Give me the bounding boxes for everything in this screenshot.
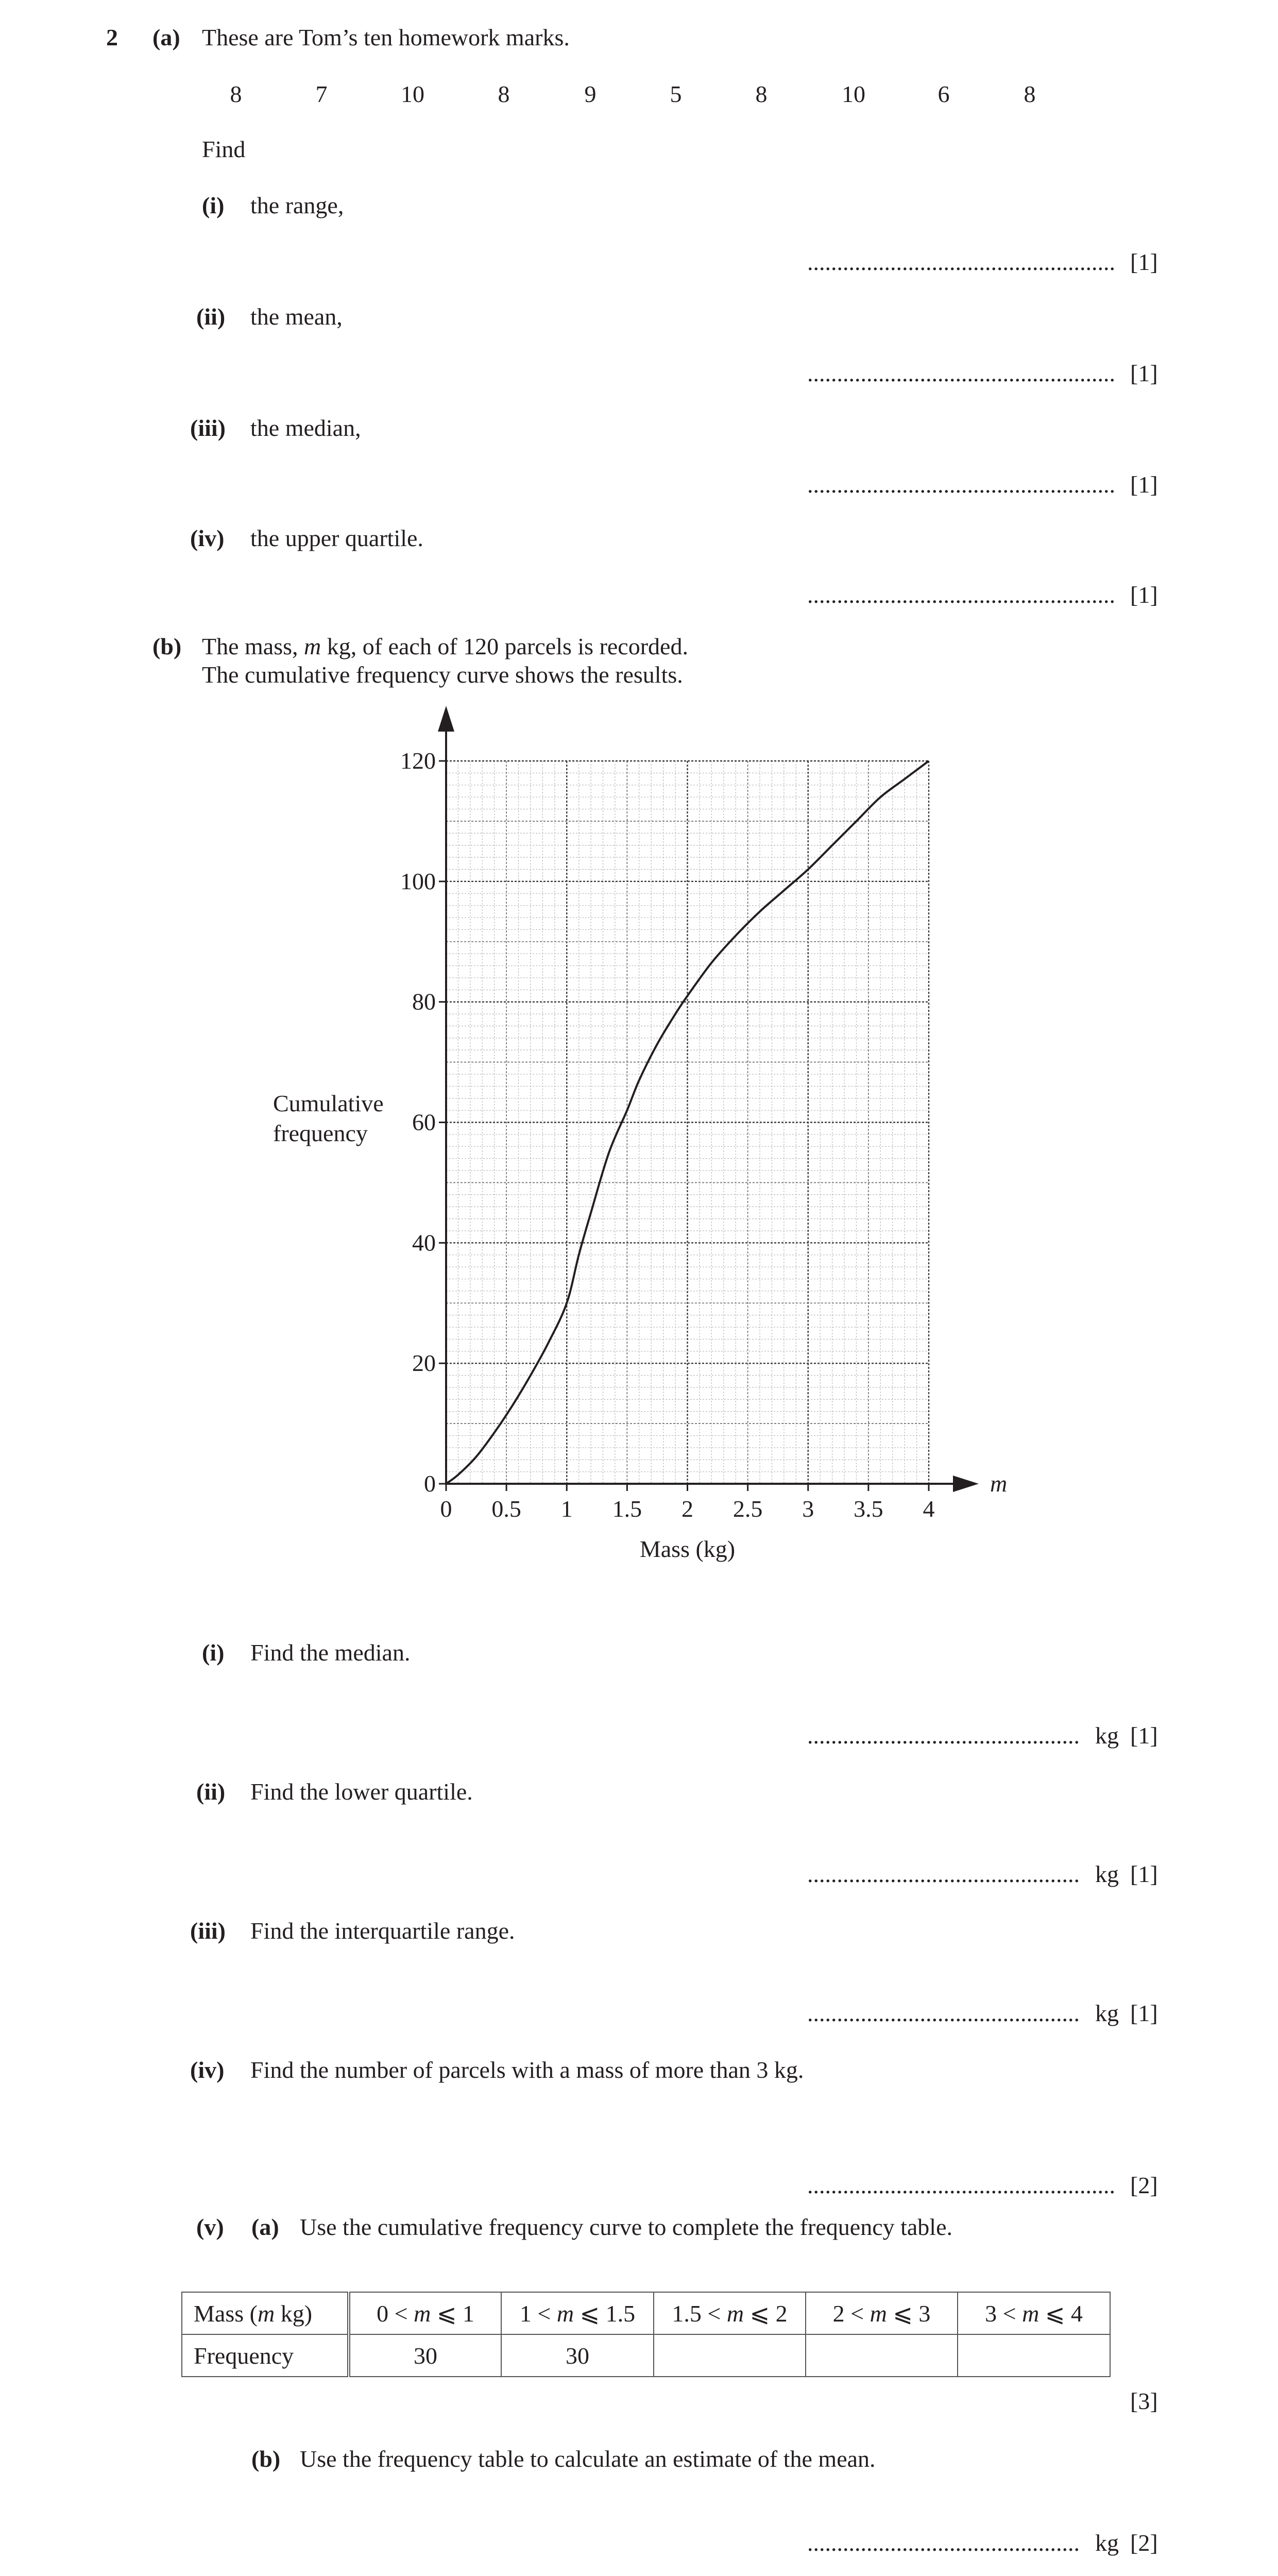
item-text: the mean, [250,303,343,330]
part-a-text: These are Tom’s ten homework marks. [202,24,570,50]
answer-line[interactable]: .................................................... [807,2172,1115,2198]
part-b-line1: The mass, m kg, of each of 120 parcels is recorded. [202,633,688,659]
x-tick-label: 2.5 [732,1496,763,1522]
mark-value: 10 [842,81,865,107]
part-v-a-label: (a) [251,2214,279,2240]
mark-allocation: [1] [1130,1722,1158,1749]
item-text: Find the lower quartile. [250,1778,473,1805]
table-header-mass: Mass (m kg) [182,2292,349,2334]
y-tick-label: 0 [424,1470,436,1497]
answer-line[interactable]: .................................................... [807,582,1115,608]
x-axis-symbol: m [990,1470,1008,1497]
x-tick-label: 2 [681,1496,693,1522]
question-number: 2 [106,24,118,50]
item-label: (iii) [190,415,226,441]
part-v-label: (v) [196,2214,224,2240]
interval-cell: 2 < m ⩽ 3 [806,2292,958,2334]
unit-label: kg [1095,2530,1119,2556]
answer-line[interactable]: .................................................... [807,471,1115,498]
item-text: Find the interquartile range. [250,1918,515,1944]
x-tick-label: 4 [923,1496,935,1522]
interval-cell: 1.5 < m ⩽ 2 [654,2292,806,2334]
x-tick-label: 1 [560,1496,573,1522]
y-tick-label: 60 [412,1109,436,1136]
y-tick-label: 120 [400,748,436,774]
find-text: Find [202,136,246,162]
mark-allocation: [1] [1130,1861,1158,1887]
interval-cell: 1 < m ⩽ 1.5 [501,2292,654,2334]
y-tick-label: 20 [412,1350,436,1377]
item-label: (iv) [190,525,225,551]
frequency-table [181,2292,1111,2377]
y-axis-label: Cumulative frequency [273,1090,384,1146]
y-tick-label: 40 [412,1229,436,1256]
y-axis-arrow [438,706,454,732]
mark-allocation: [1] [1130,582,1158,608]
mark-value: 6 [938,81,950,107]
item-text: Find the median. [250,1639,411,1666]
answer-line[interactable]: .............................................. [807,1722,1080,1749]
mark-value: 9 [584,81,597,107]
answer-line[interactable]: .............................................. [807,2530,1080,2556]
mark-allocation: [1] [1130,471,1158,498]
item-text: the median, [250,415,361,441]
item-text: Find the number of parcels with a mass of more than 3 kg. [250,2057,804,2083]
mark-value: 8 [498,81,510,107]
mark-value: 8 [1024,81,1036,107]
x-tick-label: 3 [802,1496,814,1522]
interval-cell: 3 < m ⩽ 4 [958,2292,1110,2334]
item-label: (ii) [196,1778,226,1805]
answer-line[interactable]: .............................................. [807,1861,1080,1887]
item-label: (i) [202,192,225,218]
mark-allocation: [1] [1130,2000,1158,2026]
mark-allocation: [2] [1130,2530,1158,2556]
item-text: the range, [250,192,344,218]
part-v-b-text: Use the frequency table to calculate an estimate of the mean. [300,2446,876,2472]
item-label: (iv) [190,2057,225,2083]
mark-value: 8 [755,81,768,107]
frequency-cell[interactable]: 30 [501,2334,654,2377]
frequency-cell[interactable] [958,2334,1110,2377]
x-tick-label: 0 [440,1496,452,1522]
item-text: the upper quartile. [250,525,423,551]
x-tick-label: 3.5 [854,1496,883,1522]
answer-line[interactable]: .................................................... [807,249,1115,275]
x-axis-label: Mass (kg) [639,1536,736,1562]
part-v-a-text: Use the cumulative frequency curve to complete the frequency table. [300,2214,952,2240]
answer-line[interactable]: .............................................. [807,2000,1080,2026]
mark-allocation: [2] [1130,2172,1158,2198]
unit-label: kg [1095,1861,1119,1887]
mark-allocation: [1] [1130,360,1158,386]
interval-cell: 0 < m ⩽ 1 [349,2292,501,2334]
mark-allocation: [3] [1130,2388,1158,2414]
unit-label: kg [1095,2000,1119,2026]
table-row-label: Frequency [182,2334,349,2377]
y-tick-label: 100 [400,868,436,894]
frequency-cell[interactable] [654,2334,806,2377]
mark-value: 5 [670,81,682,107]
answer-line[interactable]: .................................................... [807,360,1115,386]
table-frequency-row [182,2334,1110,2377]
frequency-cell[interactable]: 30 [349,2334,501,2377]
x-axis-arrow [953,1476,979,1492]
table-header-row [182,2292,1110,2334]
item-label: (i) [202,1639,225,1666]
x-tick-label: 1.5 [612,1496,642,1522]
part-a-label: (a) [152,24,180,50]
mark-value: 10 [401,81,424,107]
mark-value: 8 [230,81,242,107]
y-tick-label: 80 [412,988,436,1015]
part-b-label: (b) [152,633,182,659]
mark-value: 7 [315,81,328,107]
item-label: (iii) [190,1918,226,1944]
unit-label: kg [1095,1722,1119,1749]
frequency-cell[interactable] [806,2334,958,2377]
mark-allocation: [1] [1130,249,1158,275]
x-tick-label: 0.5 [491,1496,521,1522]
item-label: (ii) [196,303,226,330]
part-b-line2: The cumulative frequency curve shows the results. [202,662,683,688]
part-v-b-label: (b) [251,2446,281,2472]
